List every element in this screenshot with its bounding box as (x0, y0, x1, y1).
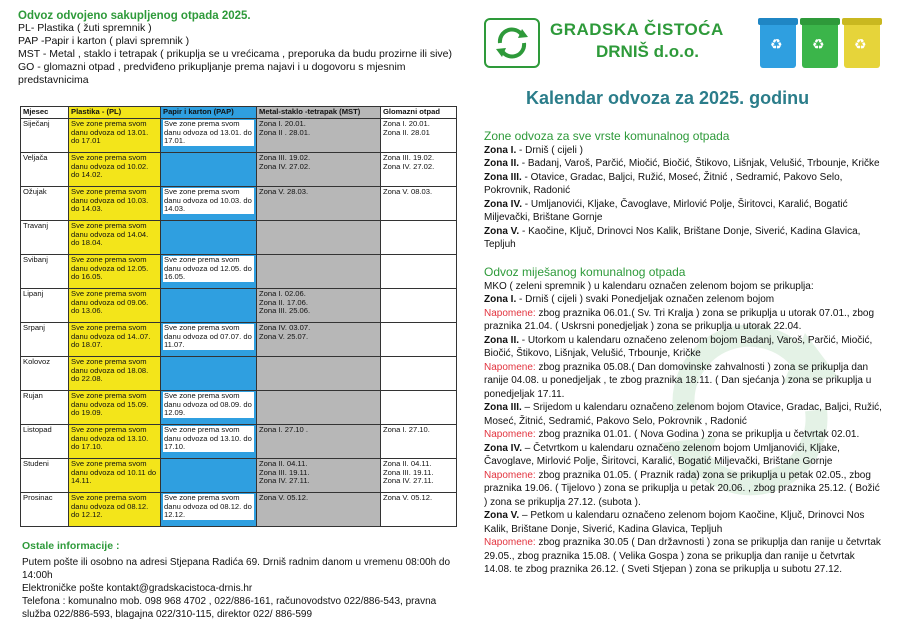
table-header-row (21, 107, 457, 119)
yellow-bin-icon: ♻ (844, 18, 880, 68)
waste-bins-graphic (758, 14, 884, 72)
metal-glass-cell (257, 221, 381, 255)
metal-glass-cell: Zona III. 19.02. Zona IV. 27.02. (257, 153, 381, 187)
plastic-cell: Sve zone prema svom danu odvoza od 09.06. do 13.06. (69, 289, 161, 323)
legend-mst: MST - Metal , staklo i tetrapak ( prikuplja se u vrećicama , preporuka da budu prozirne ili sive) (18, 48, 452, 60)
table-row (21, 357, 457, 391)
mixed-waste-title: Odvoz miješanog komunalnog otpada (484, 265, 686, 279)
bulky-cell: Zona I. 27.10. (381, 425, 457, 459)
mixed-zone-block: Zona V. – Petkom u kalendaru označeno zelenom bojom Kaočine, Ključ, Drinovci Nos Kalik, Brištane Donje, Siverić, Kadina Glavica, Tepljuh Napomene: zbog praznika 30.05 ( Dan državnosti ) zona se prikuplja dan ranije u četvrtak 29.05., zbog praznika 15.08. ( Velika Gospa ) zona se prikuplja dan ranije u četvrtak 14.08. te zbog praznika 26.12. ( Sveti Stjepan ) zona se prikuplja u subotu 27.12. (484, 509, 884, 577)
header-month: Mjesec (21, 107, 69, 119)
info-email: Elektroničke pošte kontakt@gradskacistoca-drnis.hr (22, 583, 253, 594)
bulky-cell (381, 255, 457, 289)
zone-item: Zona I. - Drniš ( cijeli ) (484, 144, 583, 156)
zone-item: Zona II. - Badanj, Varoš, Parčić, Miočić, Biočić, Štikovo, Lišnjak, Velušić, Trbounje, Kričke (484, 158, 880, 169)
zone-item: Zona V. - Kaočine, Ključ, Drinovci Nos Kalik, Brištane Donje, Siverić, Kadina Glavica, Tepljuh (484, 225, 861, 250)
bulky-cell (381, 221, 457, 255)
bulky-cell (381, 289, 457, 323)
paper-cell (161, 289, 257, 323)
table-row (21, 289, 457, 323)
paper-cell (161, 357, 257, 391)
table-row (21, 391, 457, 425)
legend-pl: PL- Plastika ( žuti spremnik ) (18, 22, 152, 34)
table-row (21, 323, 457, 357)
month-cell: Lipanj (21, 289, 69, 323)
bulky-cell: Zona I. 20.01. Zona II. 28.01 (381, 119, 457, 153)
paper-cell: Sve zone prema svom danu odvoza od 12.05. do 16.05. (161, 255, 257, 289)
metal-glass-cell: Zona IV. 03.07. Zona V. 25.07. (257, 323, 381, 357)
logo-suffix: DRNIŠ d.o.o. (596, 42, 699, 61)
paper-cell: Sve zone prema svom danu odvoza od 08.12. do 12.12. (161, 493, 257, 527)
mixed-zone-block: Zona IV. – Četvrtkom u kalendaru označeno zelenom bojom Umljanovići, Kljake, Čavoglave, Mirlović Polje, Širitovci, Karalić, Bogatić Miljevački, Brištane Gornje Napomene: zbog praznika 01.05. ( Praznik rada) zona se prikuplja u petak 02.05., zbog praznika 19.06. ( Tijelovo ) zona se prikuplja u petak 20.06. , zbog praznika 25.12. ( Božić ) zona se prikuplja 27.12. (subota ). (484, 442, 884, 510)
table-row (21, 119, 457, 153)
table-row (21, 459, 457, 493)
month-cell: Ožujak (21, 187, 69, 221)
mixed-zone-block: Zona I. - Drniš ( cijeli ) svaki Ponedjeljak označen zelenom bojom Napomene: zbog praznika 06.01.( Sv. Tri Kralja ) zona se prikuplja u utorak 07.01., zbog praznika 21.04. ( Uskrsni ponedjeljak ) zona se prikuplja u utorak 22.04. (484, 293, 884, 334)
table-row (21, 153, 457, 187)
info-phones: Telefona : komunalno mob. 098 968 4702 , 022/886-161, računovodstvo 022/886-543, pravna služba 022/886-593, blagajna 022/310-115, direktor 022/ 886-599 (22, 596, 437, 620)
zones-title: Zone odvoza za sve vrste komunalnog otpada (484, 129, 730, 143)
company-logo (484, 14, 884, 72)
metal-glass-cell: Zona I. 27.10 . (257, 425, 381, 459)
month-cell: Siječanj (21, 119, 69, 153)
metal-glass-cell: Zona I. 20.01. Zona II . 28.01. (257, 119, 381, 153)
blue-bin-icon: ♻ (760, 18, 796, 68)
metal-glass-cell: Zona I. 02.06. Zona II. 17.06. Zona III. 25.06. (257, 289, 381, 323)
mixed-zone-note: Napomene: zbog praznika 06.01.( Sv. Tri Kralja ) zona se prikuplja u utorak 07.01., zbog praznika 21.04. ( Uskrsni ponedjeljak ) zona se prikuplja u utorak 22.04. (484, 307, 875, 332)
paper-cell (161, 221, 257, 255)
month-cell: Travanj (21, 221, 69, 255)
zone-item: Zona III. - Otavice, Gradac, Baljci, Ružić, Moseć, Žitnić , Sedramić, Pakovo Selo, Pokrovnik, Radonić (484, 171, 843, 196)
month-cell: Kolovoz (21, 357, 69, 391)
plastic-cell: Sve zone prema svom danu odvoza od 12.05. do 16.05. (69, 255, 161, 289)
plastic-cell: Sve zone prema svom danu odvoza od 13.01. do 17.01 (69, 119, 161, 153)
mixed-zone-note: Napomene: zbog praznika 05.08.( Dan domovinske zahvalnosti ) zona se prikuplja dan ranije 04.08. u ponedjeljak , te zbog praznika 18.11. ( Dan sjećanja ) zona se prikuplja u ponedjeljak 17.11. (484, 361, 872, 400)
legend-pap: PAP -Papir i karton ( plavi spremnik ) (18, 35, 190, 47)
mixed-waste-intro: MKO ( zeleni spremnik ) u kalendaru označen zelenom bojom se prikuplja: (484, 280, 814, 292)
month-cell: Svibanj (21, 255, 69, 289)
table-row (21, 493, 457, 527)
schedule-body (21, 119, 457, 527)
bulky-cell (381, 391, 457, 425)
zone-item: Zona IV. - Umljanovići, Kljake, Čavoglave, Mirlović Polje, Širitovci, Karalić, Bogatić Miljevački, Brištane Gornje (484, 198, 848, 223)
plastic-cell: Sve zone prema svom danu odvoza od 13.10. do 17.10. (69, 425, 161, 459)
paper-cell (161, 153, 257, 187)
metal-glass-cell: Zona V. 28.03. (257, 187, 381, 221)
mixed-zone-block: Zona II. - Utorkom u kalendaru označeno zelenom bojom Badanj, Varoš, Parčić, Miočić, Biočić, Štikovo, Lišnjak, Velušić, Trbounje, Kričke Napomene: zbog praznika 05.08.( Dan domovinske zahvalnosti ) zona se prikuplja dan ranije 04.08. u ponedjeljak , te zbog praznika 18.11. ( Dan sjećanja ) zona se prikuplja u ponedjeljak 17.11. (484, 334, 884, 402)
table-row (21, 255, 457, 289)
paper-cell: Sve zone prema svom danu odvoza od 08.09. do 12.09. (161, 391, 257, 425)
bulky-cell: Zona V. 08.03. (381, 187, 457, 221)
bulky-cell: Zona V. 05.12. (381, 493, 457, 527)
other-info-title: Ostale informacije : (22, 540, 120, 552)
header-bulky: Glomazni otpad (381, 107, 457, 119)
bulky-cell: Zona III. 19.02. Zona IV. 27.02. (381, 153, 457, 187)
logo-name: GRADSKA ČISTOĆA (550, 20, 724, 39)
metal-glass-cell (257, 357, 381, 391)
month-cell: Rujan (21, 391, 69, 425)
plastic-cell: Sve zone prema svom danu odvoza od 10.03. do 14.03. (69, 187, 161, 221)
bulky-cell: Zona II. 04.11. Zona III. 19.11. Zona IV. 27.11. (381, 459, 457, 493)
plastic-cell: Sve zone prema svom danu odvoza od 18.08. do 22.08. (69, 357, 161, 391)
zones-list (484, 144, 884, 252)
green-bin-icon: ♻ (802, 18, 838, 68)
mixed-zone-note: Napomene: zbog praznika 30.05 ( Dan državnosti ) zona se prikuplja dan ranije u četvrtak 29.05., zbog praznika 15.08. ( Velika Gospa ) zona se prikuplja dan ranije u četvrtak 14.08. te zbog praznika 26.12. ( Sveti Stjepan ) zona se prikuplja u subotu 27.12. (484, 537, 881, 575)
plastic-cell: Sve zone prema svom danu odvoza od 15.09. do 19.09. (69, 391, 161, 425)
paper-cell: Sve zone prema svom danu odvoza od 07.07. do 11.07. (161, 323, 257, 357)
left-column (18, 10, 458, 87)
metal-glass-cell (257, 255, 381, 289)
mixed-waste-section (484, 266, 884, 577)
recycle-icon (484, 18, 540, 68)
paper-cell (161, 459, 257, 493)
info-post: Putem pošte ili osobno na adresi Stjepana Radića 69. Drniš radnim danom u vremenu 08:00h do 14:00h (22, 557, 451, 581)
month-cell: Studeni (21, 459, 69, 493)
plastic-cell: Sve zone prema svom danu odvoza od 14.04. do 18.04. (69, 221, 161, 255)
metal-glass-cell: Zona V. 05.12. (257, 493, 381, 527)
metal-glass-cell (257, 391, 381, 425)
plastic-cell: Sve zone prema svom danu odvoza od 10.11 do 14.11. (69, 459, 161, 493)
table-row (21, 221, 457, 255)
month-cell: Listopad (21, 425, 69, 459)
plastic-cell: Sve zone prema svom danu odvoza od 10.02. do 14.02. (69, 153, 161, 187)
paper-cell: Sve zone prema svom danu odvoza od 13.01. do 17.01. (161, 119, 257, 153)
month-cell: Srpanj (21, 323, 69, 357)
zones-section (484, 130, 884, 252)
month-cell: Prosinac (21, 493, 69, 527)
other-info (22, 540, 462, 621)
bulky-cell (381, 323, 457, 357)
table-row (21, 425, 457, 459)
month-cell: Veljača (21, 153, 69, 187)
mixed-waste-list (484, 293, 884, 577)
schedule-table (20, 106, 457, 527)
plastic-cell: Sve zone prema svom danu odvoza od 08.12. do 12.12. (69, 493, 161, 527)
header-plastic: Plastika - (PL) (69, 107, 161, 119)
paper-cell: Sve zone prema svom danu odvoza od 13.10. do 17.10. (161, 425, 257, 459)
metal-glass-cell: Zona II. 04.11. Zona III. 19.11. Zona IV. 27.11. (257, 459, 381, 493)
mixed-zone-note: Napomene: zbog praznika 01.05. ( Praznik rada) zona se prikuplja u petak 02.05., zbog praznika 19.06. ( Tijelovo ) zona se prikuplja u petak 20.06. , zbog praznika 25.12. ( Božić ) zona se prikuplja 27.12. (subota ). (484, 469, 880, 508)
mixed-zone-block: Zona III. – Srijedom u kalendaru označeno zelenom bojom Otavice, Gradac, Baljci, Ružić, Moseć, Žitnić, Sedramić, Pakovo Selo, Pokrovnik , Radonić Napomene: zbog praznika 01.01. ( Nova Godina ) zona se prikuplja u četvrtak 02.01. (484, 401, 884, 442)
plastic-cell: Sve zone prema svom danu odvoza od 14..07. do 18.07. (69, 323, 161, 357)
paper-cell: Sve zone prema svom danu odvoza od 10.03. do 14.03. (161, 187, 257, 221)
calendar-title: Kalendar odvoza za 2025. godinu (526, 88, 810, 108)
header-metal-glass: Metal-staklo -tetrapak (MST) (257, 107, 381, 119)
mixed-zone-note: Napomene: zbog praznika 01.01. ( Nova Godina ) zona se prikuplja u četvrtak 02.01. (484, 429, 860, 440)
legend-go: GO - glomazni otpad , predviđeno prikupljanje prema najavi i u dogovoru s mjesnim predstavnicima (18, 61, 406, 86)
separate-waste-title: Odvoz odvojeno sakupljenog otpada 2025. (18, 10, 251, 22)
header-paper: Papir i karton (PAP) (161, 107, 257, 119)
bulky-cell (381, 357, 457, 391)
table-row (21, 187, 457, 221)
